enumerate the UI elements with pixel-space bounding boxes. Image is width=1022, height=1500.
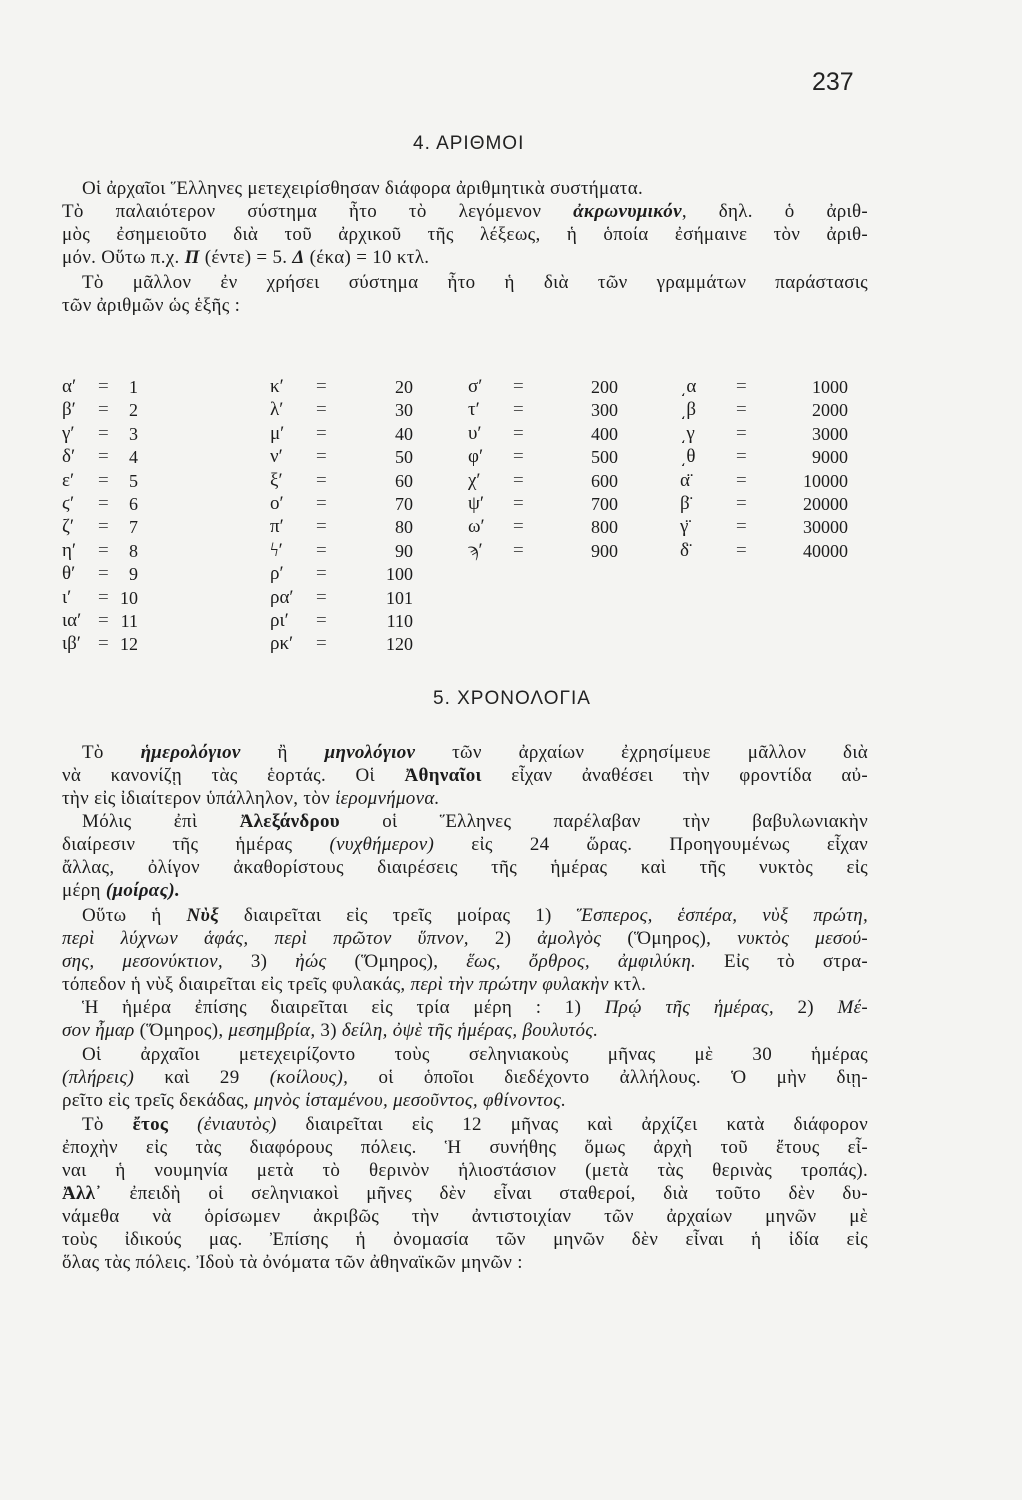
text-run: 3) <box>315 1020 342 1041</box>
text-line <box>62 1067 868 1089</box>
section-heading-chronologia: 5. ΧΡΟΝΟΛΟΓΙΑ <box>433 688 591 709</box>
text-line <box>82 1114 868 1136</box>
text-run: 2) <box>468 928 538 949</box>
emphasized-term: ἔτος <box>132 1114 169 1135</box>
numeral-value: 9000 <box>812 447 848 468</box>
italic-term: ἱερομνήμονα. <box>335 788 440 809</box>
text-run: , δηλ. ὁ ἀριθ- <box>681 201 868 222</box>
text-run: διαιρεῖται εἰς τρεῖς μοίρας 1) <box>218 905 577 926</box>
numeral-letter: υ′ <box>468 422 482 444</box>
italic-term: (ἐνιαυτὸς) <box>197 1114 277 1135</box>
text-run: τῶν ἀρχαίων ἐχρησίμευε μᾶλλον διὰ <box>415 742 868 763</box>
numeral-letter: ι′ <box>62 586 72 608</box>
equals-sign: = <box>98 633 109 655</box>
text-line <box>62 1137 868 1159</box>
text-line <box>82 272 868 294</box>
numeral-value: 300 <box>591 400 618 421</box>
italic-term: Πρῴ τῆς ἡμέρας, <box>604 997 774 1018</box>
numeral-letter: χ′ <box>468 469 481 491</box>
numeral-value: 30 <box>395 400 413 421</box>
emphasized-term: ἀκρωνυμικόν <box>573 201 682 222</box>
emphasized-term: Ἀθηναῖοι <box>404 765 482 786</box>
numeral-letter: ϛ′ <box>62 493 75 514</box>
emphasized-term: Ἀλεξάνδρου <box>239 811 340 832</box>
emphasized-term: ἡμερολόγιον <box>140 742 241 763</box>
numeral-value: 7 <box>129 517 138 538</box>
numeral-letter: γ̈ <box>680 516 689 538</box>
equals-sign: = <box>316 516 327 538</box>
numeral-letter: κ′ <box>270 376 284 397</box>
equals-sign: = <box>98 376 109 397</box>
numeral-value: 200 <box>591 377 618 397</box>
numeral-value: 3 <box>129 423 138 444</box>
equals-sign: = <box>98 516 109 538</box>
equals-sign: = <box>316 539 327 561</box>
numeral-letter: λ′ <box>270 399 284 421</box>
text-line <box>82 997 868 1019</box>
text-line <box>82 905 868 927</box>
equals-sign: = <box>98 493 109 514</box>
text-run: νὰ κανονίζῃ τὰς ἑορτάς. Οἱ <box>62 765 405 786</box>
italic-term: ἀμολγὸς <box>537 928 602 949</box>
text-line <box>62 1206 868 1228</box>
equals-sign: = <box>316 399 327 421</box>
equals-sign: = <box>316 376 327 397</box>
equals-sign: = <box>98 610 109 631</box>
equals-sign: = <box>316 586 327 608</box>
text-run: Τὸ παλαιότερον σύστημα ἦτο τὸ λεγόμενον <box>62 201 574 222</box>
numeral-value: 900 <box>591 540 618 561</box>
text-run: (έντε) = 5. <box>199 247 293 268</box>
equals-sign: = <box>316 493 327 514</box>
text-line <box>62 247 868 269</box>
text-run: Μόλις ἐπὶ <box>82 811 240 832</box>
numeral-letter: ν′ <box>270 446 283 468</box>
equals-sign: = <box>98 563 109 585</box>
text-run: Οὕτω ἡ <box>82 905 187 926</box>
text-line <box>82 178 868 200</box>
text-run: ἐποχὴν εἰς τὰς διαφόρους πόλεις. Ἡ συνήθης ὅμως ἀρχὴ τοῦ ἔτους εἶ- <box>62 1137 868 1158</box>
text-run: (έκα) = 10 κτλ. <box>304 247 430 268</box>
numeral-value: 10000 <box>803 470 848 491</box>
text-line <box>62 1183 868 1205</box>
equals-sign: = <box>316 469 327 491</box>
numeral-letter: β′ <box>62 399 76 421</box>
equals-sign: = <box>98 469 109 491</box>
equals-sign: = <box>736 469 747 491</box>
text-line <box>62 788 868 810</box>
text-run: 2) <box>773 997 838 1018</box>
text-line <box>62 1252 868 1274</box>
equals-sign: = <box>316 610 327 631</box>
text-run: διαιρεῖται εἰς 12 μῆνας καὶ ἀρχίζει κατὰ διάφορον <box>276 1114 868 1135</box>
text-run: οἱ ὁποῖοι διεδέχοντο ἀλλήλους. Ὁ μὴν διῃ- <box>348 1067 869 1088</box>
italic-term: (πλήρεις) <box>62 1067 135 1088</box>
numeral-letter: ϡ′ <box>468 539 483 561</box>
numeral-value: 100 <box>386 564 413 585</box>
equals-sign: = <box>513 376 524 397</box>
numeral-letter: α̈ <box>680 469 690 491</box>
equals-sign: = <box>736 539 747 561</box>
numeral-value: 700 <box>591 494 618 514</box>
italic-term: Μέ- <box>837 997 869 1018</box>
numeral-letter: θ′ <box>62 563 76 585</box>
numeral-letter: σ′ <box>468 376 483 397</box>
equals-sign: = <box>736 493 747 514</box>
text-run: 3) <box>222 951 296 972</box>
equals-sign: = <box>513 516 524 538</box>
text-run: ὅλας τὰς πόλεις. Ἰδοὺ τὰ ὀνόματα τῶν ἀθηναϊκῶν μηνῶν : <box>62 1252 523 1273</box>
text-run: (Ὅμηρος), <box>326 951 467 972</box>
emphasized-term: Π <box>184 247 200 268</box>
text-line <box>82 742 868 764</box>
numeral-letter: δ̈ <box>680 539 689 561</box>
text-line <box>62 1160 868 1182</box>
equals-sign: = <box>98 586 109 608</box>
numeral-letter: ιβ′ <box>62 633 81 655</box>
italic-term: (νυχθήμερον) <box>329 834 435 855</box>
italic-term: (κοίλους), <box>269 1067 349 1088</box>
emphasized-term: Νὺξ <box>186 905 219 926</box>
equals-sign: = <box>513 422 524 444</box>
numeral-letter: ε′ <box>62 469 75 491</box>
equals-sign: = <box>736 446 747 468</box>
italic-term: σης, μεσονύκτιον, <box>62 951 223 972</box>
equals-sign: = <box>513 399 524 421</box>
text-run: τοὺς ἰδικούς μας. Ἐπίσης ἡ ὀνομασία τῶν μηνῶν δὲν εἶναι ἡ ἰδία εἰς <box>62 1229 868 1250</box>
text-run: μὸς ἐσημειοῦτο διὰ τοῦ ἀρχικοῦ τῆς λέξεως, ἡ ὁποία ἐσήμαινε τὸν ἀριθ- <box>62 224 868 245</box>
numeral-value: 500 <box>591 447 618 468</box>
numeral-value: 4 <box>129 447 138 468</box>
numeral-value: 3000 <box>812 423 848 444</box>
numeral-letter: γ′ <box>62 422 75 444</box>
italic-term: Ἕσπερος, ἑσπέρα, νὺξ πρώτη, <box>576 905 868 926</box>
text-run: Τὸ <box>82 742 141 763</box>
numeral-value: 1 <box>129 377 138 397</box>
equals-sign: = <box>513 469 524 491</box>
equals-sign: = <box>316 633 327 655</box>
numeral-letter: ρ′ <box>270 563 284 585</box>
numeral-letter: φ′ <box>468 446 484 468</box>
numeral-letter: ω′ <box>468 516 485 538</box>
text-run: (Ὅμηρος), <box>134 1020 229 1041</box>
numeral-letter: ζ′ <box>62 516 75 538</box>
text-line <box>82 811 868 833</box>
numeral-value: 11 <box>120 611 138 631</box>
text-run <box>168 1114 197 1135</box>
equals-sign: = <box>736 376 747 397</box>
text-run: Οἱ ἀρχαῖοι μετεχειρίζοντο τοὺς σεληνιακοὺς μῆνας μὲ 30 ἡμέρας <box>82 1044 868 1065</box>
numeral-value: 90 <box>395 540 413 561</box>
text-run: τόπεδον ἡ νὺξ διαιρεῖται εἰς τρεῖς φυλακάς, <box>62 974 411 995</box>
numeral-value: 5 <box>129 470 138 491</box>
numeral-value: 1000 <box>812 377 848 397</box>
text-run: μέρη <box>62 880 106 901</box>
italic-term: ἠώς <box>295 951 327 972</box>
numeral-value: 2 <box>129 400 138 421</box>
numeral-value: 40000 <box>803 540 848 561</box>
text-line <box>62 765 868 787</box>
equals-sign: = <box>513 493 524 514</box>
text-line <box>62 201 868 223</box>
numeral-letter: μ′ <box>270 422 285 444</box>
numeral-value: 2000 <box>812 400 848 421</box>
text-run: Τὸ μᾶλλον ἐν χρήσει σύστημα ἦτο ἡ διὰ τῶν γραμμάτων παράστασις <box>82 272 868 293</box>
numeral-value: 6 <box>129 494 138 514</box>
numeral-letter: ͵α <box>680 376 697 397</box>
text-run: Οἱ ἀρχαῖοι Ἕλληνες μετεχειρίσθησαν διάφορα ἀριθμητικὰ συστήματα. <box>82 178 644 199</box>
text-line <box>62 1229 868 1251</box>
numeral-letter: ͵θ <box>680 446 696 468</box>
text-run: διαίρεσιν τῆς ἡμέρας <box>62 834 330 855</box>
numeral-letter: ο′ <box>270 493 284 514</box>
italic-term: νυκτὸς μεσού- <box>737 928 868 949</box>
text-run: εἰς 24 ὥρας. Προηγουμένως εἶχαν <box>434 834 868 855</box>
numeral-value: 8 <box>129 540 138 561</box>
text-run: νάμεθα νὰ ὁρίσωμεν ἀκριβῶς τὴν ἀντιστοιχίαν τῶν ἀρχαίων μηνῶν μὲ <box>62 1206 868 1227</box>
numeral-value: 10 <box>120 587 138 608</box>
numeral-value: 20 <box>395 377 413 397</box>
text-run: καὶ 29 <box>134 1067 270 1088</box>
equals-sign: = <box>316 422 327 444</box>
text-run: ρεῖτο εἰς τρεῖς δεκάδας, <box>62 1090 255 1111</box>
numeral-letter: η′ <box>62 539 77 561</box>
equals-sign: = <box>736 399 747 421</box>
text-run: (Ὅμηρος), <box>601 928 738 949</box>
italic-term: περὶ τὴν πρώτην φυλακὴν <box>410 974 609 995</box>
equals-sign: = <box>736 422 747 444</box>
numeral-value: 120 <box>386 634 413 655</box>
text-run: ναι ἡ νουμηνία μετὰ τὸ θερινὸν ἡλιοστάσιον (μετὰ τὰς θερινὰς τροπάς). <box>62 1160 868 1181</box>
emphasized-term: Δ <box>292 247 305 268</box>
text-run: μόν. Οὕτω π.χ. <box>62 247 185 268</box>
text-run: κτλ. <box>608 974 647 995</box>
numeral-letter: ρκ′ <box>270 633 294 655</box>
equals-sign: = <box>98 422 109 444</box>
text-line <box>62 224 868 246</box>
numeral-value: 20000 <box>803 494 848 514</box>
numeral-letter: δ′ <box>62 446 76 468</box>
numeral-value: 12 <box>120 634 138 655</box>
equals-sign: = <box>98 446 109 468</box>
italic-term: μηνὸς ἱσταμένου, μεσοῦντος, φθίνοντος. <box>254 1090 567 1111</box>
text-line <box>62 857 868 879</box>
text-run: ἐπειδὴ οἱ σεληνιακοὶ μῆνες δὲν εἶναι σταθεροί, διὰ τοῦτο δὲν δυ- <box>101 1183 868 1204</box>
text-line <box>62 951 868 973</box>
page-number: 237 <box>812 68 854 96</box>
equals-sign: = <box>98 399 109 421</box>
emphasized-term: μηνολόγιον <box>324 742 416 763</box>
section-heading-arithmoi: 4. ΑΡΙΘΜΟΙ <box>413 133 525 154</box>
numeral-letter: ρα′ <box>270 586 294 608</box>
emphasized-term: (μοίρας). <box>105 880 181 901</box>
numeral-letter: ϟ′ <box>270 539 283 561</box>
italic-term: δείλη, ὀψὲ τῆς ἡμέρας, βουλυτός. <box>341 1020 599 1041</box>
text-line <box>62 295 868 317</box>
text-run: Εἰς τὸ στρα- <box>696 951 868 972</box>
numeral-value: 70 <box>395 494 413 514</box>
numeral-value: 40 <box>395 423 413 444</box>
numeral-letter: ψ′ <box>468 493 485 514</box>
text-line <box>62 834 868 856</box>
numeral-value: 101 <box>386 587 413 608</box>
text-run: εἶχαν ἀναθέσει τὴν φροντίδα αὐ- <box>481 765 868 786</box>
numeral-letter: ρι′ <box>270 610 289 631</box>
text-run: οἱ Ἕλληνες παρέλαβαν τὴν βαβυλωνιακὴν <box>339 811 868 832</box>
numeral-letter: π′ <box>270 516 284 538</box>
italic-term: περὶ λύχνων ἁφάς, περὶ πρῶτον ὕπνον, <box>62 928 469 949</box>
text-run: Τὸ <box>82 1114 133 1135</box>
text-line <box>62 880 868 902</box>
numeral-value: 80 <box>395 517 413 538</box>
text-run: Ἡ ἡμέρα ἐπίσης διαιρεῖται εἰς τρία μέρη : 1) <box>82 997 605 1018</box>
numeral-value: 50 <box>395 447 413 468</box>
numeral-letter: ξ′ <box>270 469 283 491</box>
numeral-value: 9 <box>129 564 138 585</box>
text-line <box>62 974 868 996</box>
equals-sign: = <box>736 516 747 538</box>
equals-sign: = <box>513 539 524 561</box>
numeral-letter: β̈ <box>680 493 690 514</box>
italic-term: μεσημβρία, <box>228 1020 316 1041</box>
text-line <box>62 1090 868 1112</box>
equals-sign: = <box>316 563 327 585</box>
text-line <box>62 1020 868 1042</box>
text-run: τὴν εἰς ἰδιαίτερον ὑπάλληλον, τὸν <box>62 788 336 809</box>
numeral-letter: ͵γ <box>680 422 695 444</box>
numeral-value: 110 <box>386 611 413 631</box>
numeral-letter: τ′ <box>468 399 480 421</box>
text-run: ἄλλας, ὀλίγον ἀκαθορίστους διαιρέσεις τῆς ἡμέρας καὶ τῆς νυκτὸς εἰς <box>62 857 868 878</box>
text-run: τῶν ἀριθμῶν ὡς ἑξῆς : <box>62 295 241 316</box>
text-line <box>82 1044 868 1066</box>
numeral-value: 60 <box>395 470 413 491</box>
equals-sign: = <box>513 446 524 468</box>
numeral-value: 30000 <box>803 517 848 538</box>
numeral-value: 800 <box>591 517 618 538</box>
numeral-value: 600 <box>591 470 618 491</box>
equals-sign: = <box>98 539 109 561</box>
text-line <box>62 928 868 950</box>
numeral-letter: ͵β <box>680 399 696 421</box>
numeral-letter: ια′ <box>62 610 82 631</box>
italic-term: σον ἦμαρ <box>62 1020 135 1041</box>
equals-sign: = <box>316 446 327 468</box>
italic-term: ἕως, ὄρθρος, ἀμφιλύκη. <box>466 951 697 972</box>
emphasized-term: Ἀλλ᾽ <box>62 1183 102 1204</box>
text-run: ἢ <box>240 742 325 763</box>
numeral-letter: α′ <box>62 376 77 397</box>
numeral-value: 400 <box>591 423 618 444</box>
